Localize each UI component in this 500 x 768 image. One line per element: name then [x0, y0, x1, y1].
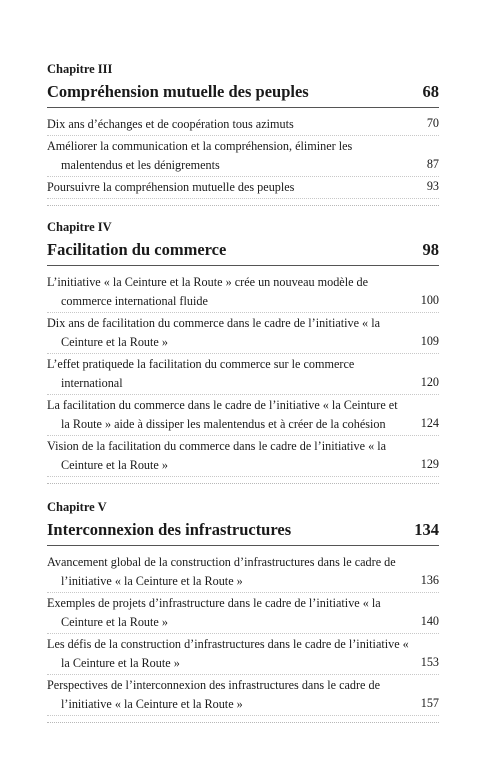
toc-entry	[47, 114, 439, 136]
chapter-title: Facilitation du commerce	[47, 240, 227, 259]
toc-entry-page: 120	[420, 375, 439, 389]
chapter-5	[47, 500, 439, 723]
chapter-page-number: 68	[422, 82, 439, 101]
toc-entry-page: 70	[426, 116, 439, 130]
toc-entry-page: 153	[420, 655, 439, 669]
chapter-heading	[47, 82, 439, 108]
chapter-heading	[47, 520, 439, 546]
toc-entry-page: 140	[420, 614, 439, 628]
toc-entry-page: 124	[420, 416, 439, 430]
chapter-label: Chapitre III	[47, 62, 113, 76]
toc-entry	[47, 354, 439, 395]
chapter-page-number: 98	[422, 240, 439, 259]
chapter-title: Interconnexion des infrastructures	[47, 520, 292, 539]
toc-entry-text: Poursuivre la compréhension mutuelle des peuples	[47, 180, 295, 194]
toc-entry-page: 100	[420, 293, 439, 307]
toc-entry	[47, 675, 439, 716]
toc-entry	[47, 593, 439, 634]
toc-entry	[47, 634, 439, 675]
chapter-label: Chapitre IV	[47, 220, 112, 234]
toc-entry-page: 87	[426, 157, 439, 171]
toc-entry-page: 157	[420, 696, 439, 710]
toc-entry	[47, 395, 439, 436]
toc-entry-text: Dix ans de facilitation du commerce dans le cadre de l’initiative « la Ceinture et la Route »	[47, 316, 380, 349]
chapter-4	[47, 220, 439, 484]
toc-entry	[47, 272, 439, 313]
toc-entry	[47, 177, 439, 199]
chapter-heading	[47, 240, 439, 266]
toc-entry-text: Perspectives de l’interconnexion des infrastructures dans le cadre de l’initiative « la Ceinture et la Route »	[47, 678, 380, 711]
toc-entry-text: L’initiative « la Ceinture et la Route » crée un nouveau modèle de commerce international fluide	[47, 275, 369, 308]
toc-entry-text: La facilitation du commerce dans le cadre de l’initiative « la Ceinture et la Route » aide à dissiper les malentendus et à créer de la cohésion	[47, 398, 398, 431]
toc-entry-page: 109	[420, 334, 439, 348]
toc-entry-text: Vision de la facilitation du commerce dans le cadre de l’initiative « la Ceinture et la Route »	[47, 439, 387, 472]
toc-entry	[47, 136, 439, 177]
toc-entry-page: 129	[420, 457, 439, 471]
toc-entry-text: Dix ans d’échanges et de coopération tous azimuts	[47, 117, 294, 131]
toc-entry	[47, 552, 439, 593]
table-of-contents	[47, 62, 439, 723]
toc-entry-text: Exemples de projets d’infrastructure dans le cadre de l’initiative « la Ceinture et la Route »	[47, 596, 381, 629]
toc-entry	[47, 436, 439, 477]
chapter-separator	[47, 722, 439, 723]
chapter-title: Compréhension mutuelle des peuples	[47, 82, 309, 101]
chapter-separator	[47, 205, 439, 206]
chapter-3	[47, 62, 439, 206]
toc-entry-text: Les défis de la construction d’infrastructures dans le cadre de l’initiative « la Ceinture et la Route »	[47, 637, 409, 670]
chapter-label: Chapitre V	[47, 500, 107, 514]
toc-entry-page: 136	[420, 573, 439, 587]
toc-entry-text: Améliorer la communication et la compréhension, éliminer les malentendus et les dénigrements	[47, 139, 353, 172]
toc-entry	[47, 313, 439, 354]
toc-entry-text: L’effet pratiquede la facilitation du commerce sur le commerce international	[47, 357, 355, 390]
toc-entry-page: 93	[426, 179, 439, 193]
toc-entry-text: Avancement global de la construction d’infrastructures dans le cadre de l’initiative « la Ceinture et la Route »	[47, 555, 396, 588]
chapter-page-number: 134	[414, 520, 439, 539]
chapter-separator	[47, 483, 439, 484]
